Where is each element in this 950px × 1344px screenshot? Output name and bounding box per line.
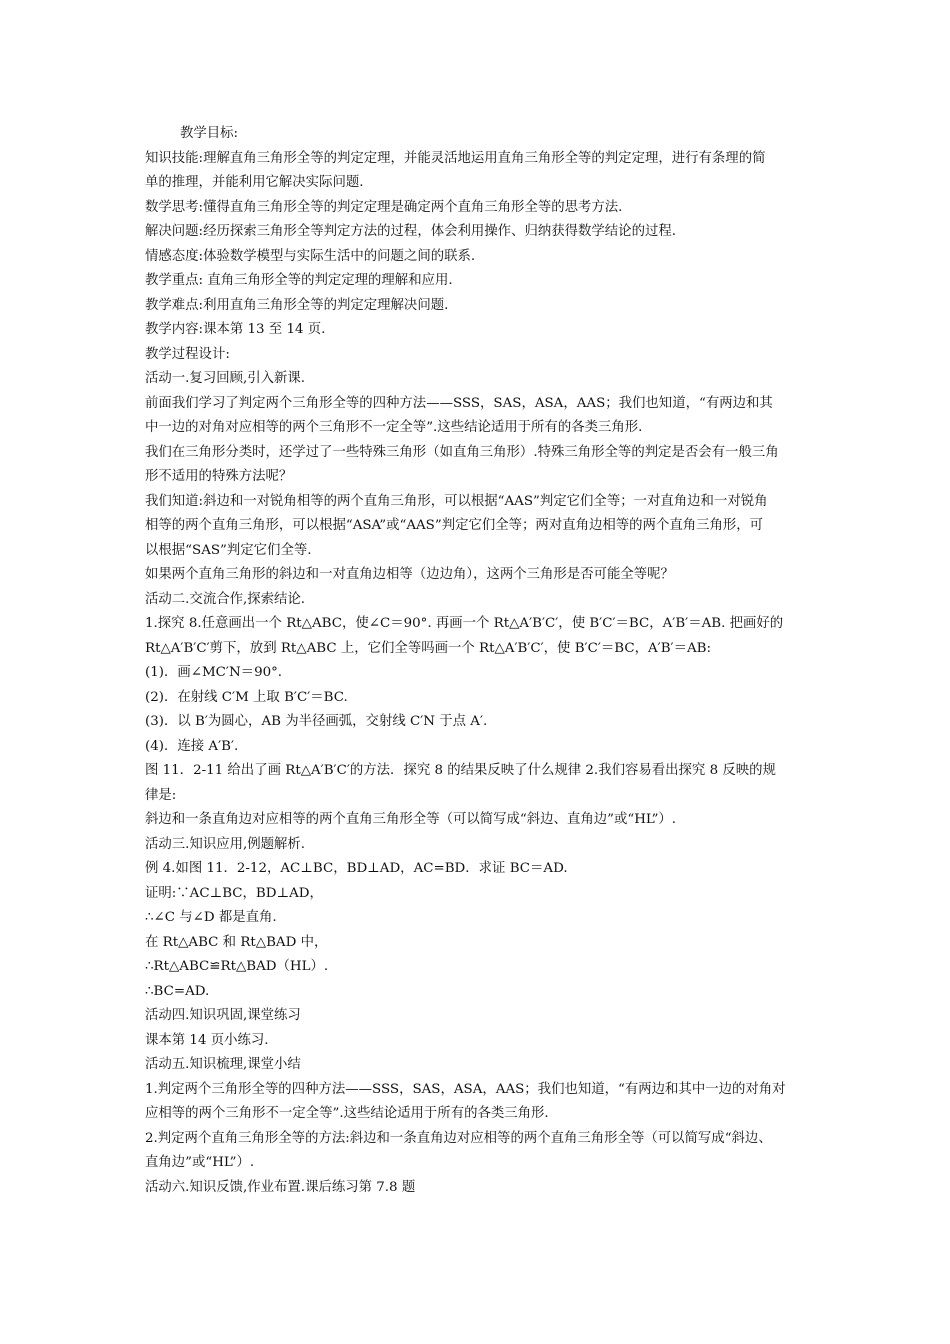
section-heading: 教学过程设计: (145, 346, 230, 362)
activity-heading: 活动二.交流合作,探索结论. (145, 591, 306, 607)
paragraph-line: 数学思考:懂得直角三角形全等的判定定理是确定两个直角三角形全等的思考方法. (145, 199, 623, 215)
paragraph-line: 知识技能:理解直角三角形全等的判定定理，并能灵活地运用直角三角形全等的判定定理，进行有条理的简 (145, 150, 766, 166)
paragraph-line: 前面我们学习了判定两个三角形全等的四种方法——SSS，SAS，ASA，AAS；我们也知道，“有两边和其 (145, 395, 773, 411)
step-line: (1)．画∠MC′N＝90°. (145, 665, 283, 680)
paragraph-line: 1.判定两个三角形全等的四种方法——SSS，SAS，ASA，AAS；我们也知道，“有两边和其中一边的对角对 (145, 1081, 786, 1097)
heading-teaching-goals: 教学目标: (180, 126, 239, 141)
paragraph-line: 如果两个直角三角形的斜边和一对直角边相等（边边角），这两个三角形是否可能全等呢？ (145, 567, 674, 582)
paragraph-line: 以根据“SAS”判定它们全等. (145, 542, 312, 558)
paragraph-line: 解决问题:经历探索三角形全等判定方法的过程，体会利用操作、归纳获得数学结论的过程. (145, 224, 676, 239)
proof-line: 在 Rt△ABC 和 Rt△BAD 中， (145, 934, 328, 950)
paragraph-line: 直角边”或“HL”）. (145, 1155, 255, 1170)
proof-line: ∴∠C 与∠D 都是直角. (145, 910, 277, 925)
activity-heading: 活动三.知识应用,例题解析. (145, 836, 306, 852)
activity-heading: 活动六.知识反馈,作业布置.课后练习第 7.8 题 (145, 1179, 416, 1195)
paragraph-line: 斜边和一条直角边对应相等的两个直角三角形全等（可以简写成“斜边、直角边”或“HL”）. (145, 812, 677, 827)
paragraph-line: 律是: (145, 787, 177, 803)
activity-heading: 活动四.知识巩固,课堂练习 (145, 1008, 301, 1023)
paragraph-line: 应相等的两个三角形不一定全等”.这些结论适用于所有的各类三角形. (145, 1106, 549, 1121)
proof-line: 证明:∵AC⊥BC，BD⊥AD， (145, 885, 323, 901)
paragraph-line: 我们在三角形分类时，还学过了一些特殊三角形（如直角三角形）.特殊三角形全等的判定是否会有一般三角 (145, 444, 779, 460)
paragraph-line: 我们知道:斜边和一对锐角相等的两个直角三角形，可以根据“AAS”判定它们全等；一对直角边和一对锐角 (145, 493, 768, 509)
activity-heading: 活动五.知识梳理,课堂小结 (145, 1057, 301, 1072)
paragraph-line: 图 11．2-11 给出了画 Rt△A′B′C′的方法．探究 8 的结果反映了什么规律 2.我们容易看出探究 8 反映的规 (145, 763, 776, 778)
paragraph-line: 单的推理，并能利用它解决实际问题. (145, 175, 364, 190)
paragraph-line: Rt△A′B′C′剪下，放到 Rt△ABC 上，它们全等吗画一个 Rt△A′B′C′，使 B′C′＝BC，A′B′＝AB: (145, 640, 711, 656)
proof-line: ∴BC=AD. (145, 983, 210, 999)
step-line: (3)．以 B′为圆心，AB 为半径画弧，交射线 C′N 于点 A′. (145, 714, 488, 729)
paragraph-line: 课本第 14 页小练习. (145, 1032, 269, 1048)
paragraph-line: 2.判定两个直角三角形全等的方法:斜边和一条直角边对应相等的两个直角三角形全等（可以简写成“斜边、 (145, 1130, 772, 1146)
paragraph-line: 教学难点:利用直角三角形全等的判定定理解决问题. (145, 297, 449, 313)
step-line: (4)．连接 A′B′. (145, 738, 239, 754)
paragraph-line: 情感态度:体验数学模型与实际生活中的问题之间的联系. (145, 248, 476, 264)
paragraph-line: 形不适用的特殊方法呢？ (145, 469, 293, 484)
document-body (145, 122, 815, 1200)
proof-line: ∴Rt△ABC≌Rt△BAD（HL）. (145, 959, 329, 974)
paragraph-line: 中一边的对角对应相等的两个三角形不一定全等”.这些结论适用于所有的各类三角形. (145, 420, 643, 435)
paragraph-line: 相等的两个直角三角形，可以根据“ASA”或“AAS”判定它们全等；两对直角边相等的两个直角三角形，可 (145, 518, 764, 533)
example-line: 例 4.如图 11．2-12，AC⊥BC，BD⊥AD，AC=BD．求证 BC＝AD. (145, 861, 568, 876)
paragraph-line: 1.探究 8.任意画出一个 Rt△ABC，使∠C＝90°. 再画一个 Rt△A′B′C′，使 B′C′＝BC，A′B′＝AB. 把画好的 (145, 616, 784, 631)
activity-heading: 活动一.复习回顾,引入新课. (145, 371, 306, 386)
step-line: (2)．在射线 C′M 上取 B′C′＝BC. (145, 689, 348, 705)
paragraph-line: 教学内容:课本第 13 至 14 页. (145, 322, 326, 337)
paragraph-line: 教学重点: 直角三角形全等的判定定理的理解和应用. (145, 273, 453, 288)
